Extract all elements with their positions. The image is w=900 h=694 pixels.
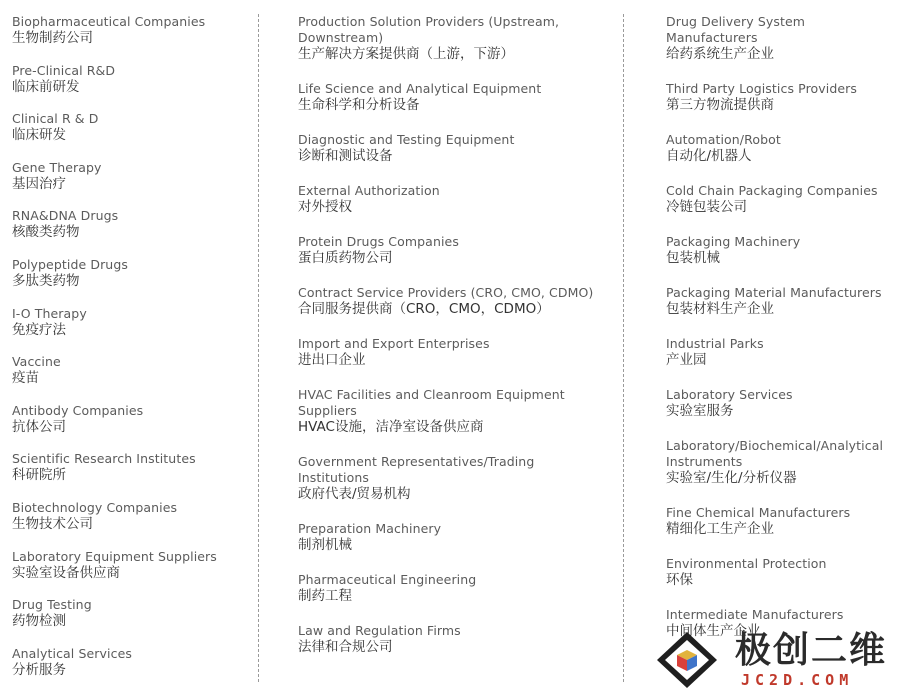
category-item: [666, 14, 898, 63]
category-chinese-label: 包装材料生产企业: [666, 301, 774, 317]
category-item: [666, 438, 898, 487]
category-english-label: Contract Service Providers (CRO, CMO, CDMO): [298, 285, 594, 300]
category-chinese-label: 冷链包装公司: [666, 199, 747, 215]
category-chinese-label: 免疫疗法: [12, 321, 66, 338]
category-item: [666, 387, 898, 420]
category-item: [12, 160, 248, 209]
category-english-label: External Authorization: [298, 183, 440, 198]
category-english-label: Fine Chemical Manufacturers: [666, 505, 851, 520]
category-english-label: Third Party Logistics Providers: [666, 81, 858, 96]
category-english-label: Life Science and Analytical Equipment: [298, 81, 542, 96]
category-chinese-label: 制剂机械: [298, 537, 352, 553]
category-item: [298, 387, 598, 436]
category-chinese-label: 进出口企业: [298, 352, 366, 368]
watermark-brand-text: 极创二维: [735, 630, 888, 671]
category-chinese-label: 生物技术公司: [12, 515, 93, 532]
category-chinese-label: 合同服务提供商（CRO，CMO，CDMO）: [298, 301, 550, 317]
category-english-label: Polypeptide Drugs: [12, 256, 128, 272]
category-english-label: Production Solution Providers (Upstream, Downstream): [298, 14, 560, 45]
category-item: [12, 500, 248, 549]
category-chinese-label: 生命科学和分析设备: [298, 97, 420, 113]
category-column-1: [12, 14, 248, 694]
category-item: [12, 14, 248, 63]
category-item: [12, 549, 248, 598]
category-english-label: Protein Drugs Companies: [298, 234, 459, 249]
category-chinese-label: 核酸类药物: [12, 224, 80, 241]
category-chinese-label: 给药系统生产企业: [666, 46, 774, 62]
category-english-label: Clinical R & D: [12, 111, 99, 127]
category-chinese-label: 抗体公司: [12, 418, 66, 435]
category-chinese-label: 对外授权: [298, 199, 352, 215]
category-english-label: Pharmaceutical Engineering: [298, 572, 477, 587]
category-english-label: Biopharmaceutical Companies: [12, 14, 206, 29]
category-item: [12, 63, 248, 112]
category-item: [298, 454, 598, 503]
category-chinese-label: 法律和合规公司: [298, 639, 393, 655]
category-chinese-label: 科研院所: [12, 467, 66, 484]
category-chinese-label: 生产解决方案提供商（上游，下游）: [298, 46, 514, 62]
category-item: [12, 451, 248, 500]
category-item: [666, 183, 898, 216]
category-item: [666, 81, 898, 114]
category-english-label: Preparation Machinery: [298, 521, 442, 536]
category-chinese-label: 多肽类药物: [12, 272, 80, 289]
category-item: [666, 132, 898, 165]
category-english-label: RNA&DNA Drugs: [12, 208, 119, 224]
cube-logo-icon: [655, 630, 719, 690]
watermark-domain-text: JC2D.COM: [741, 671, 854, 689]
category-english-label: Laboratory/Biochemical/Analytical Instruments: [666, 438, 884, 469]
category-english-label: Diagnostic and Testing Equipment: [298, 132, 515, 147]
category-english-label: Packaging Machinery: [666, 234, 801, 249]
category-item: [12, 257, 248, 306]
category-item: [12, 354, 248, 403]
category-chinese-label: 环保: [666, 572, 693, 588]
category-chinese-label: 产业园: [666, 352, 707, 368]
category-english-label: Cold Chain Packaging Companies: [666, 183, 878, 198]
category-chinese-label: 疫苗: [12, 370, 39, 387]
category-chinese-label: 实验室/生化/分析仪器: [666, 470, 797, 486]
category-chinese-label: 中间体生产企业: [666, 623, 761, 639]
category-chinese-label: 临床研发: [12, 127, 66, 144]
category-chinese-label: HVAC设施，洁净室设备供应商: [298, 419, 484, 435]
category-chinese-label: 临床前研发: [12, 78, 80, 95]
category-item: [298, 183, 598, 216]
category-chinese-label: 第三方物流提供商: [666, 97, 774, 113]
category-chinese-label: 分析服务: [12, 661, 66, 678]
category-chinese-label: 药物检测: [12, 613, 66, 630]
category-chinese-label: 蛋白质药物公司: [298, 250, 393, 266]
category-item: [666, 336, 898, 369]
category-item: [12, 208, 248, 257]
category-item: [298, 234, 598, 267]
category-item: [666, 234, 898, 267]
category-item: [298, 623, 598, 656]
category-english-label: Gene Therapy: [12, 159, 102, 175]
category-column-2: [298, 14, 598, 674]
category-chinese-label: 自动化/机器人: [666, 148, 752, 164]
category-english-label: Scientific Research Institutes: [12, 451, 196, 467]
category-item: [298, 572, 598, 605]
category-item: [12, 111, 248, 160]
column-divider: [258, 14, 259, 682]
category-english-label: Analytical Services: [12, 645, 132, 661]
category-english-label: Industrial Parks: [666, 336, 764, 351]
category-english-label: I-O Therapy: [12, 305, 87, 321]
column-divider: [623, 14, 624, 682]
category-english-label: Laboratory Equipment Suppliers: [12, 548, 217, 564]
category-chinese-label: 诊断和测试设备: [298, 148, 393, 164]
category-english-label: Vaccine: [12, 354, 61, 370]
category-item: [298, 521, 598, 554]
category-chinese-label: 基因治疗: [12, 175, 66, 192]
category-item: [12, 306, 248, 355]
category-item: [298, 285, 598, 318]
category-english-label: Pre-Clinical R&D: [12, 62, 116, 78]
category-english-label: Import and Export Enterprises: [298, 336, 490, 351]
category-english-label: Government Representatives/Trading Institutions: [298, 454, 535, 485]
category-english-label: Antibody Companies: [12, 402, 144, 418]
category-english-label: Biotechnology Companies: [12, 499, 178, 515]
category-chinese-label: 包装机械: [666, 250, 720, 266]
category-english-label: Drug Delivery System Manufacturers: [666, 14, 806, 45]
category-english-label: Intermediate Manufacturers: [666, 607, 844, 622]
category-chinese-label: 生物制药公司: [12, 30, 93, 46]
category-item: [298, 336, 598, 369]
category-english-label: Packaging Material Manufacturers: [666, 285, 882, 300]
category-column-3: [666, 14, 898, 658]
category-item: [666, 556, 898, 589]
category-chinese-label: 实验室设备供应商: [12, 564, 120, 581]
category-item: [298, 132, 598, 165]
category-chinese-label: 制药工程: [298, 588, 352, 604]
category-chinese-label: 政府代表/贸易机构: [298, 486, 411, 502]
category-english-label: Law and Regulation Firms: [298, 623, 461, 638]
category-english-label: HVAC Facilities and Cleanroom Equipment Suppliers: [298, 387, 565, 418]
category-item: [666, 505, 898, 538]
category-english-label: Automation/Robot: [666, 132, 781, 147]
category-chinese-label: 精细化工生产企业: [666, 521, 774, 537]
category-item: [12, 646, 248, 694]
category-item: [12, 597, 248, 646]
category-item: [298, 14, 598, 63]
category-chinese-label: 实验室服务: [666, 403, 734, 419]
category-item: [666, 285, 898, 318]
watermark: [655, 630, 895, 690]
category-english-label: Drug Testing: [12, 597, 92, 613]
category-english-label: Environmental Protection: [666, 556, 827, 571]
category-english-label: Laboratory Services: [666, 387, 793, 402]
category-item: [298, 81, 598, 114]
category-item: [12, 403, 248, 452]
